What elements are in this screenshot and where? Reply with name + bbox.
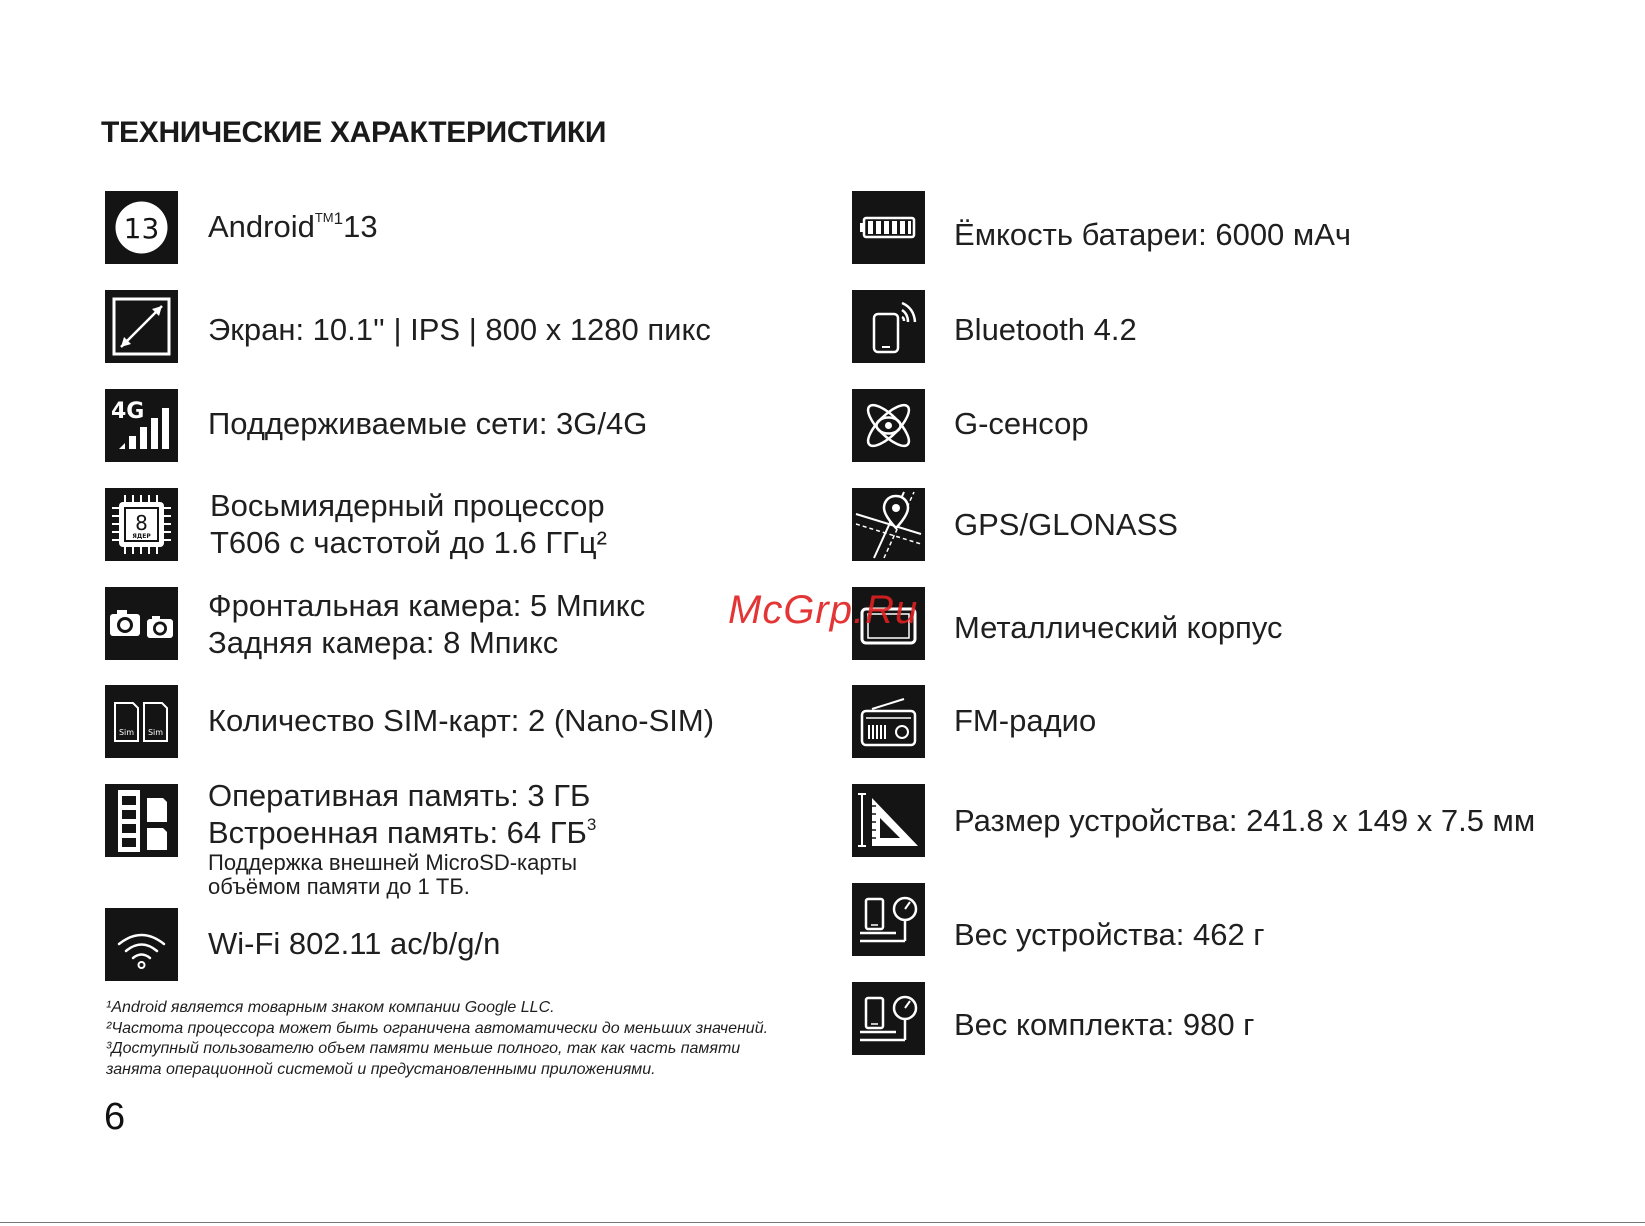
memory-icon [105, 784, 178, 857]
g-sensor-icon [852, 389, 925, 462]
radio-spec: FM-радио [954, 703, 1097, 738]
android-version: Android$^{TM1}$13 [208, 209, 378, 244]
footnote-3-cont: занята операционной системой и предустановленными приложениями. [106, 1060, 656, 1078]
page-number: 6 [104, 1096, 126, 1138]
phone-bluetooth-icon [852, 290, 925, 363]
wifi-spec: Wi-Fi 802.11 ac/b/g/n [208, 926, 501, 961]
footnotes [106, 998, 768, 1080]
watermark: McGrp.Ru [728, 588, 919, 632]
sim-spec: Количество SIM-карт: 2 (Nano-SIM) [208, 703, 715, 738]
networks-spec: Поддерживаемые сети: 3G/4G [208, 406, 648, 441]
size-spec: Размер устройства: 241.8 x 149 x 7.5 мм [954, 803, 1536, 838]
svg-text:4G: 4G [111, 399, 145, 424]
ruler-triangle-icon [852, 784, 925, 857]
battery-spec: Ёмкость батареи: 6000 мАч [954, 217, 1352, 252]
wifi-icon [105, 908, 178, 981]
svg-text:Sim: Sim [147, 728, 164, 737]
battery-icon [852, 191, 925, 264]
footnote-1: ¹Android является товарным знаком компании Google LLC. [106, 999, 555, 1016]
sim-card-icon [105, 685, 178, 758]
svg-text:8: 8 [135, 511, 148, 535]
page-title: ТЕХНИЧЕСКИЕ ХАРАКТЕРИСТИКИ [101, 116, 607, 149]
camera-icon [105, 587, 178, 660]
processor-spec: Восьмиядерный процессор Т606 с частотой до 1.6 ГГц² [210, 488, 608, 560]
camera-spec: Фронтальная камера: 5 Мпикс Задняя камера: 8 Мпикс [208, 588, 646, 660]
gps-map-pin-icon [852, 488, 925, 561]
device-weight-spec: Вес устройства: 462 г [954, 917, 1265, 952]
svg-text:ЯДЕР: ЯДЕР [132, 533, 151, 540]
footnote-2: ²Частота процессора может быть ограничена автоматически до меньших значений. [106, 1019, 769, 1037]
fm-radio-icon [852, 685, 925, 758]
scale-kit-icon [852, 982, 925, 1055]
memory-spec: Оперативная память: 3 ГБ Встроенная память: 64 $ГБ^3$ Поддержка внешней MicroSD-карты объёмом памяти до 1 ТБ. [208, 778, 597, 899]
android-13-icon [105, 191, 178, 264]
kit-weight-spec: Вес комплекта: 980 г [954, 1007, 1255, 1042]
scale-device-icon [852, 883, 925, 956]
screen-diagonal-icon [105, 290, 178, 363]
signal-4g-icon [105, 389, 178, 462]
processor-chip-icon [105, 488, 178, 561]
bottom-rule [0, 1222, 1645, 1223]
footnote-3: ³Доступный пользователю объем памяти меньше полного, так как часть памяти [106, 1040, 741, 1057]
gps-spec: GPS/GLONASS [954, 507, 1178, 542]
bluetooth-spec: Bluetooth 4.2 [954, 312, 1137, 347]
body-spec: Металлический корпус [954, 610, 1283, 645]
svg-text:Sim: Sim [118, 728, 135, 737]
svg-text:13: 13 [123, 212, 160, 245]
screen-spec: Экран: 10.1'' | IPS | 800 x 1280 пикс [208, 312, 711, 347]
g-sensor-spec: G-сенсор [954, 406, 1089, 441]
